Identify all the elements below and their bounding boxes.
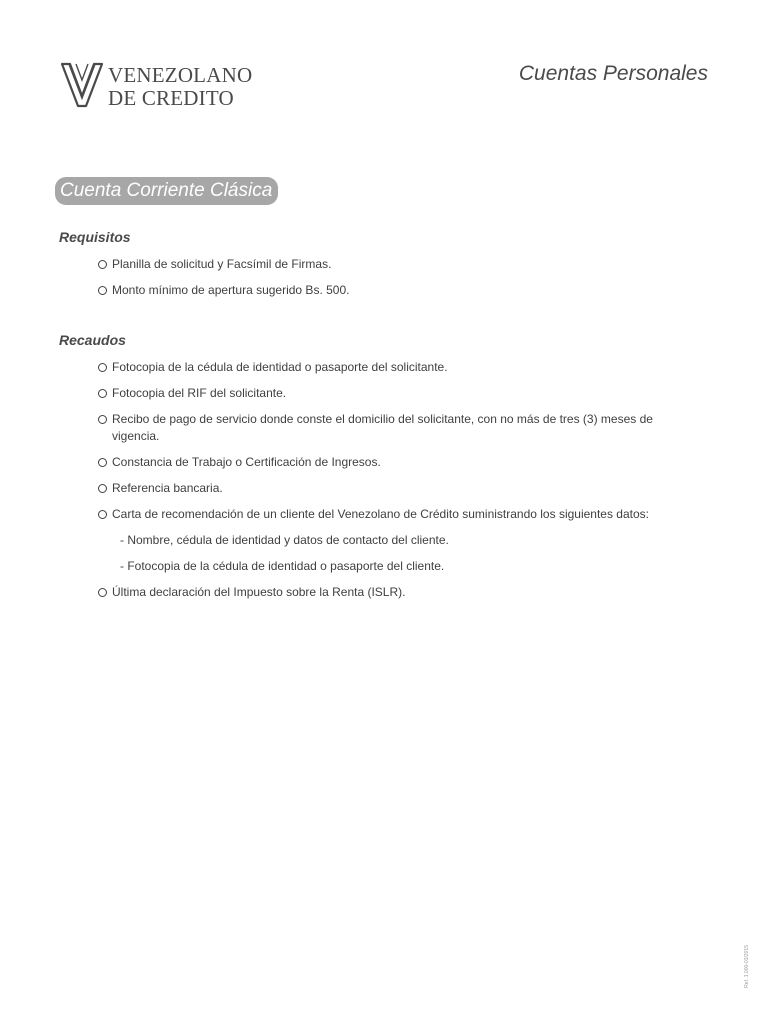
circle-bullet-icon [98,363,107,372]
list-item: Carta de recomendación de un cliente del Venezolano de Crédito suministrando los siguientes datos: [98,506,672,523]
list-item: Constancia de Trabajo o Certificación de Ingresos. [98,454,672,471]
circle-bullet-icon [98,389,107,398]
requisitos-heading: Requisitos [59,229,131,245]
list-item: Referencia bancaria. [98,480,672,497]
requisitos-list [98,256,672,308]
circle-bullet-icon [98,588,107,597]
venezolano-shield-logo [60,62,104,108]
sub-list-item: - Fotocopia de la cédula de identidad o pasaporte del cliente. [120,559,445,573]
circle-bullet-icon [98,510,107,519]
sub-list-item: - Nombre, cédula de identidad y datos de contacto del cliente. [120,533,449,547]
list-item: Última declaración del Impuesto sobre la Renta (ISLR). [98,584,672,601]
circle-bullet-icon [98,260,107,269]
circle-bullet-icon [98,458,107,467]
circle-bullet-icon [98,286,107,295]
footer-reference: Ref. 1.000-03/2015 [744,945,750,988]
list-item: Planilla de solicitud y Facsímil de Firmas. [98,256,672,273]
list-item: Fotocopia del RIF del solicitante. [98,385,672,402]
bank-name-line1: VENEZOLANO [108,63,253,87]
list-item: Recibo de pago de servicio donde conste el domicilio del solicitante, con no más de tres (3) meses de vigencia. [98,411,672,445]
recaudos-heading: Recaudos [59,332,126,348]
recaudos-list [98,359,680,610]
bank-name [108,64,252,110]
document-title: Cuentas Personales [518,62,708,85]
bank-name-line2: DE CREDITO [108,86,234,110]
list-item: Monto mínimo de apertura sugerido Bs. 500. [98,282,672,299]
circle-bullet-icon [98,415,107,424]
product-title: Cuenta Corriente Clásica [55,177,278,205]
list-item: Fotocopia de la cédula de identidad o pasaporte del solicitante. [98,359,672,376]
circle-bullet-icon [98,484,107,493]
